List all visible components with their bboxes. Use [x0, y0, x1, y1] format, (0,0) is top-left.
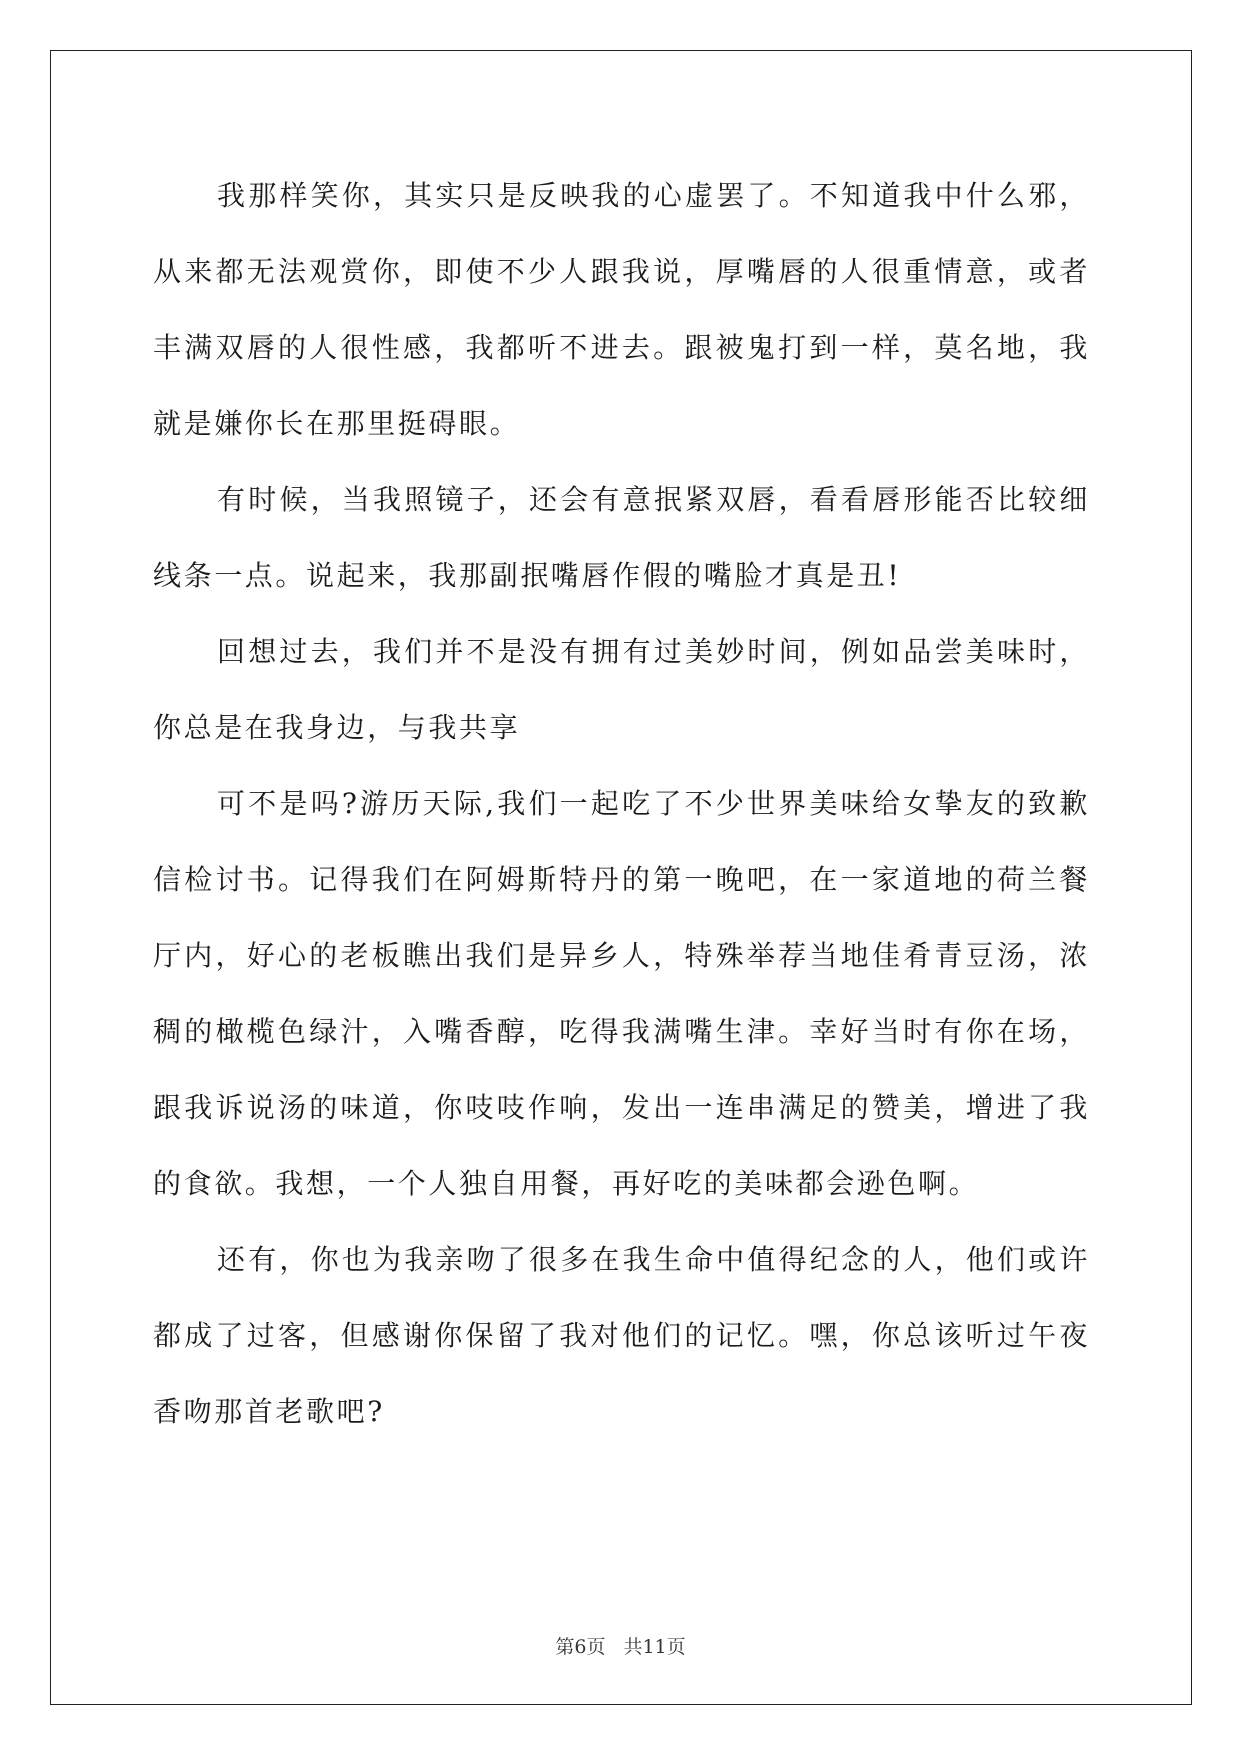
- document-body: [153, 158, 1090, 1450]
- page-total: 共11页: [623, 1636, 686, 1658]
- page-footer: [0, 1632, 1241, 1659]
- paragraph-1: 我那样笑你，其实只是反映我的心虚罢了。不知道我中什么邪，从来都无法观赏你，即使不少人跟我说，厚嘴唇的人很重情意，或者丰满双唇的人很性感，我都听不进去。跟被鬼打到一样，莫名地，我就是嫌你长在那里挺碍眼。: [153, 179, 1090, 440]
- paragraph-3: 回想过去，我们并不是没有拥有过美妙时间，例如品尝美味时，你总是在我身边，与我共享: [153, 635, 1090, 744]
- paragraph-2: 有时候，当我照镜子，还会有意抿紧双唇，看看唇形能否比较细线条一点。说起来，我那副抿嘴唇作假的嘴脸才真是丑!: [153, 483, 1090, 592]
- paragraph-5: 还有，你也为我亲吻了很多在我生命中值得纪念的人，他们或许都成了过客，但感谢你保留了我对他们的记忆。嘿，你总该听过午夜香吻那首老歌吧?: [153, 1243, 1090, 1428]
- page-number: 第6页: [555, 1636, 606, 1658]
- paragraph-4: 可不是吗?游历天际,我们一起吃了不少世界美味给女挚友的致歉信检讨书。记得我们在阿姆斯特丹的第一晚吧，在一家道地的荷兰餐厅内，好心的老板瞧出我们是异乡人，特殊举荐当地佳肴青豆汤，浓稠的橄榄色绿汁，入嘴香醇，吃得我满嘴生津。幸好当时有你在场，跟我诉说汤的味道，你吱吱作响，发出一连串满足的赞美，增进了我的食欲。我想，一个人独自用餐，再好吃的美味都会逊色啊。: [153, 787, 1090, 1200]
